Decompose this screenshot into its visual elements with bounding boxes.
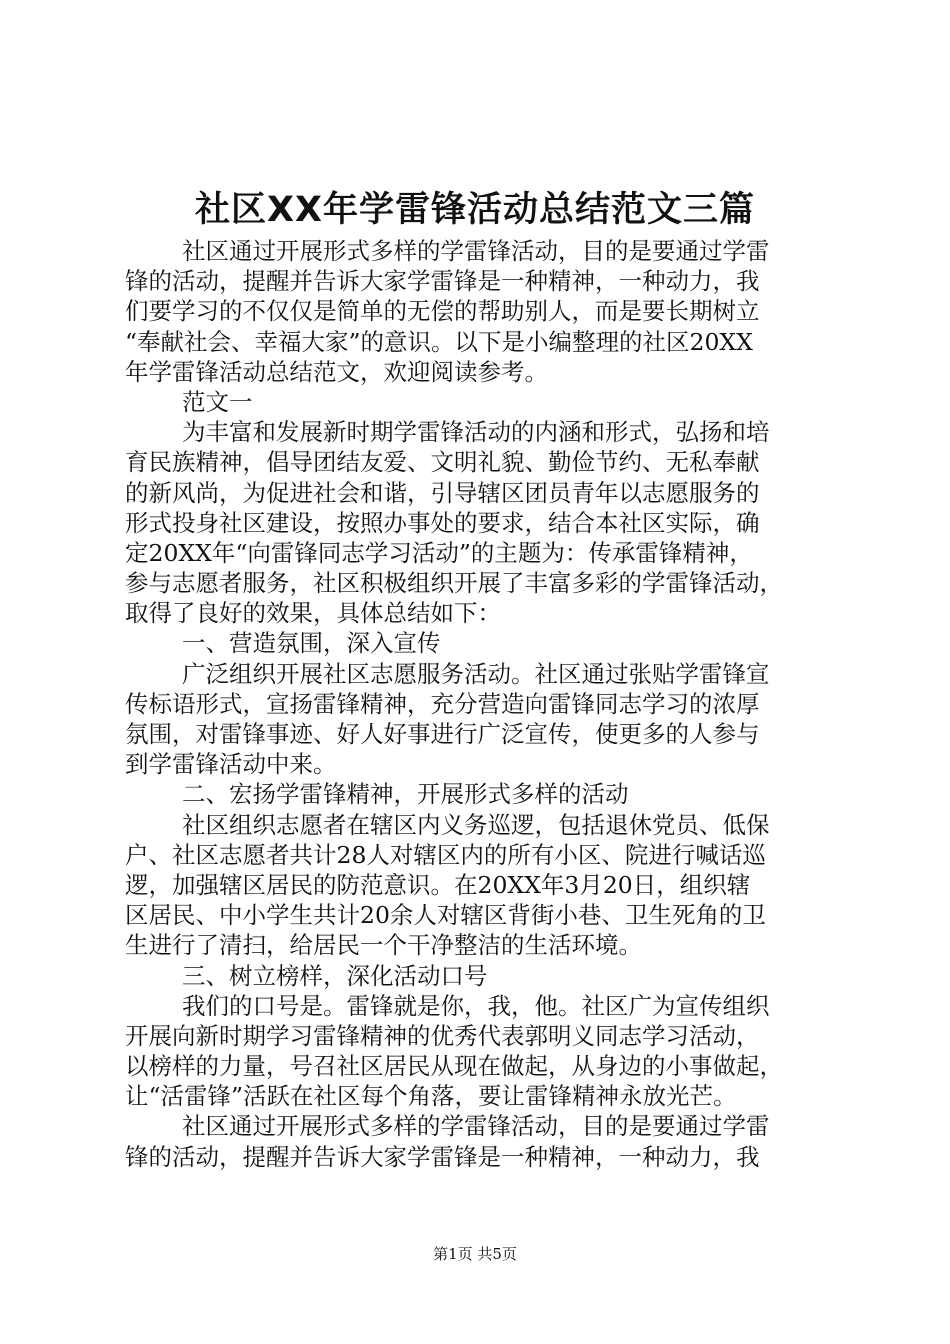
text-line: 逻，加强辖区居民的防范意识。在20XX年3月20日，组织辖 [125,870,751,899]
text-line: 为丰富和发展新时期学雷锋活动的内涵和形式，弘扬和培 [182,418,770,447]
text-line: 开展向新时期学习雷锋精神的优秀代表郭明义同志学习活动， [125,1021,760,1050]
text-line: 育民族精神，倡导团结友爱、文明礼貌、勤俭节约、无私奉献 [125,448,760,477]
text-line: 社区组织志愿者在辖区内义务巡逻，包括退休党员、低保 [182,810,770,839]
text-line: 年学雷锋活动总结范文，欢迎阅读参考。 [125,357,548,386]
text-line: 广泛组织开展社区志愿服务活动。社区通过张贴学雷锋宣 [182,659,770,688]
text-line: 们要学习的不仅仅是简单的无偿的帮助别人，而是要长期树立 [125,297,760,326]
text-line: 二、宏扬学雷锋精神，开展形式多样的活动 [182,780,629,809]
text-line: 定20XX年“向雷锋同志学习活动”的主题为：传承雷锋精神， [125,538,753,567]
text-line: 形式投身社区建设，按照办事处的要求，结合本社区实际，确 [125,508,760,537]
document-body [125,236,831,1172]
text-line: 让“活雷锋”活跃在社区每个角落，要让雷锋精神永放光芒。 [125,1082,737,1111]
text-line: 三、树立榜样，深化活动口号 [182,961,488,990]
text-line: 锋的活动，提醒并告诉大家学雷锋是一种精神，一种动力，我 [125,267,760,296]
text-line: 参与志愿者服务，社区积极组织开展了丰富多彩的学雷锋活动， [125,569,783,598]
text-line: 区居民、中小学生共计20余人对辖区背街小巷、卫生死角的卫 [125,901,766,930]
text-line: 社区通过开展形式多样的学雷锋活动，目的是要通过学雷 [182,1112,770,1141]
text-line: 的新风尚，为促进社会和谐，引导辖区团员青年以志愿服务的 [125,478,760,507]
text-line: 到学雷锋活动中来。 [125,750,337,779]
text-line: 范文一 [182,387,253,416]
text-line: 我们的口号是。雷锋就是你，我，他。社区广为宣传组织 [182,991,770,1020]
text-line: 一、营造氛围，深入宣传 [182,629,441,658]
document-title: 社区XX年学雷锋活动总结范文三篇 [195,190,755,230]
text-line: 氛围，对雷锋事迹、好人好事进行广泛宣传，使更多的人参与 [125,720,760,748]
page-footer: 第1页 共5页 [433,1245,517,1263]
text-line: “奉献社会、幸福大家”的意识。以下是小编整理的社区20XX [125,327,753,356]
text-line: 生进行了清扫，给居民一个干净整洁的生活环境。 [125,931,642,960]
text-line: 传标语形式，宣扬雷锋精神，充分营造向雷锋同志学习的浓厚 [125,689,760,718]
text-line: 锋的活动，提醒并告诉大家学雷锋是一种精神，一种动力，我 [125,1142,760,1171]
text-line: 户、社区志愿者共计28人对辖区内的所有小区、院进行喊话巡 [125,840,766,869]
text-line: 社区通过开展形式多样的学雷锋活动，目的是要通过学雷 [182,237,770,265]
text-line: 取得了良好的效果，具体总结如下： [125,599,501,628]
text-line: 以榜样的力量，号召社区居民从现在做起，从身边的小事做起， [125,1052,783,1081]
